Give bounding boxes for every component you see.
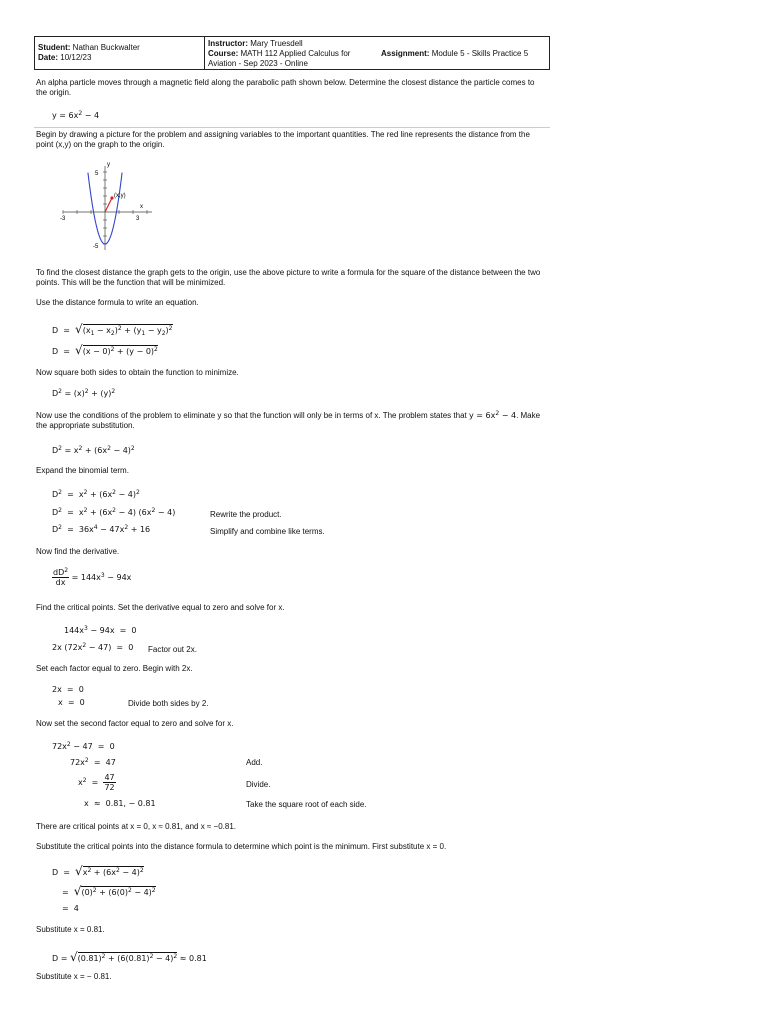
condition-equation: $y = 6x^2 - 4$ [468, 410, 517, 420]
critical-points-summary: There are critical points at x = 0, x ≈ 0.81, and x ≈ −0.81. [36, 822, 236, 831]
step-substitute-neg-text: Substitute x = − 0.81. [36, 972, 112, 981]
step-minimize-text: To find the closest distance the graph gets to the origin, use the above picture to write a formula for the square of the distance between the two points. This will be the function that will be minimized. [36, 268, 541, 287]
expand-line-2: $D^2 = x^2 + (6x^2 - 4) (6x^2 - 4)$ [52, 507, 176, 517]
note-simplify: Simplify and combine like terms. [210, 527, 325, 536]
assignment-label: Assignment: [381, 49, 430, 58]
note-rewrite: Rewrite the product. [210, 510, 282, 519]
y-tick-top: 5 [95, 171, 99, 177]
note-factor: Factor out 2x. [148, 645, 197, 654]
course-line-2 [208, 59, 308, 68]
expand-line-1: $D^2 = x^2 + (6x^2 - 4)^2$ [52, 489, 140, 499]
factor-eq-1: 2x = 0 [52, 685, 84, 694]
distance-line [105, 198, 112, 212]
step-factor-text: Set each factor equal to zero. Begin with 2x. [36, 664, 193, 673]
squared-distance: $D^2 = (x)^2 + (y)^2$ [52, 388, 116, 398]
note-sqrt: Take the square root of each side. [246, 800, 367, 809]
instructor-name: Mary Truesdell [250, 39, 303, 48]
instructor-line [208, 39, 303, 48]
derivative-equation: $\frac{dD^2}{dx}$ = $144x^3 - 94x$ [53, 567, 132, 587]
course-label: Course: [208, 49, 239, 58]
step-substitute-pos-text: Substitute x = 0.81. [36, 925, 105, 934]
student-name: Nathan Buckwalter [72, 43, 140, 52]
student-line [38, 43, 140, 52]
step-substitute-part1: Now use the conditions of the problem to eliminate y so that the function will only be in terms of x. The problem states that [36, 411, 467, 420]
note-divide: Divide. [246, 780, 271, 789]
student-label: Student: [38, 43, 71, 52]
x-tick-left: -3 [60, 216, 66, 222]
second-eq-4: x ≈ 0.81, − 0.81 [84, 799, 156, 808]
course-name-1: MATH 112 Applied Calculus for [240, 49, 351, 58]
y-tick-bottom: -5 [93, 244, 99, 250]
step-substitute-part2: . Make the appropriate substitution. [36, 411, 541, 430]
second-eq-3: $x^2$ = $\frac{47}{72}$ [78, 773, 115, 792]
critical-eq-2: 2x $(72x^2 - 47) = 0$ [52, 642, 134, 652]
eval-zero-3: = 4 [62, 904, 79, 913]
date-label: Date: [38, 53, 59, 62]
course-name-2: Aviation - Sep 2023 - Online [208, 59, 308, 68]
step-square-text: Now square both sides to obtain the function to minimize. [36, 368, 239, 377]
critical-eq-1: $144x^3 - 94x = 0$ [64, 625, 137, 635]
step-expand-text: Expand the binomial term. [36, 466, 129, 475]
note-divide-two: Divide both sides by 2. [128, 699, 209, 708]
y-axis-label: y [107, 162, 110, 168]
eval-pos: $D = √(0.81)^2 + (6(0.81)^2 - 4)^2 \approx 0.81$ [52, 950, 207, 964]
eval-pos-result: ≈ 0.81 [179, 954, 207, 963]
note-add: Add. [246, 758, 263, 767]
factor-eq-2: x = 0 [58, 698, 85, 707]
problem-equation: $y = 6x^2 - 4$ [52, 110, 100, 120]
expand-line-3: $D^2 = 36x^4 - 47x^2 + 16$ [52, 524, 151, 534]
assignment-value: Module 5 - Skills Practice 5 [431, 49, 529, 58]
instructor-label: Instructor: [208, 39, 248, 48]
divider [34, 127, 550, 128]
second-eq-1: $72x^2 - 47 = 0$ [52, 741, 115, 751]
distance-formula-origin: $D = √(x - 0)^2 + (y - 0)^2$ [52, 343, 158, 357]
header-box [34, 36, 550, 70]
point-label: (x,y) [114, 193, 126, 199]
step-substitute-text [36, 411, 546, 431]
intro-text: Begin by drawing a picture for the problem and assigning variables to the important quantities. The red line represents the distance from the point (x,y) on the graph to the origin. [36, 130, 530, 149]
step-distance-text: Use the distance formula to write an equation. [36, 298, 199, 307]
x-tick-right: 3 [136, 216, 140, 222]
parabola-graph [58, 160, 158, 252]
problem-text: An alpha particle moves through a magnetic field along the parabolic path shown below. Determine the closest distance the particle comes to the origin. [36, 78, 535, 97]
course-line [208, 49, 350, 58]
date-line [38, 53, 91, 62]
step-critical-text: Find the critical points. Set the derivative equal to zero and solve for x. [36, 603, 285, 612]
step-substitute-zero-text: Substitute the critical points into the distance formula to determine which point is the minimum. First substitute x = 0. [36, 842, 447, 851]
substituted-function: $D^2 = x^2 + (6x^2 - 4)^2$ [52, 445, 135, 455]
distance-formula: $D = √(x_1 - x_2)^2 + (y_1 - y_2)^2$ [52, 322, 173, 337]
x-axis-label: x [140, 204, 143, 210]
assignment-line [381, 49, 528, 58]
eval-zero-2: = $√(0)^2 + (6(0)^2 - 4)^2$ [62, 884, 156, 898]
step-second-factor-text: Now set the second factor equal to zero and solve for x. [36, 719, 234, 728]
header-divider [204, 37, 205, 69]
date-value: 10/12/23 [60, 53, 92, 62]
eval-zero-1: $D = √x^2 + (6x^2 - 4)^2$ [52, 864, 144, 878]
second-eq-2: $72x^2 = 47$ [70, 757, 116, 767]
step-derivative-text: Now find the derivative. [36, 547, 120, 556]
